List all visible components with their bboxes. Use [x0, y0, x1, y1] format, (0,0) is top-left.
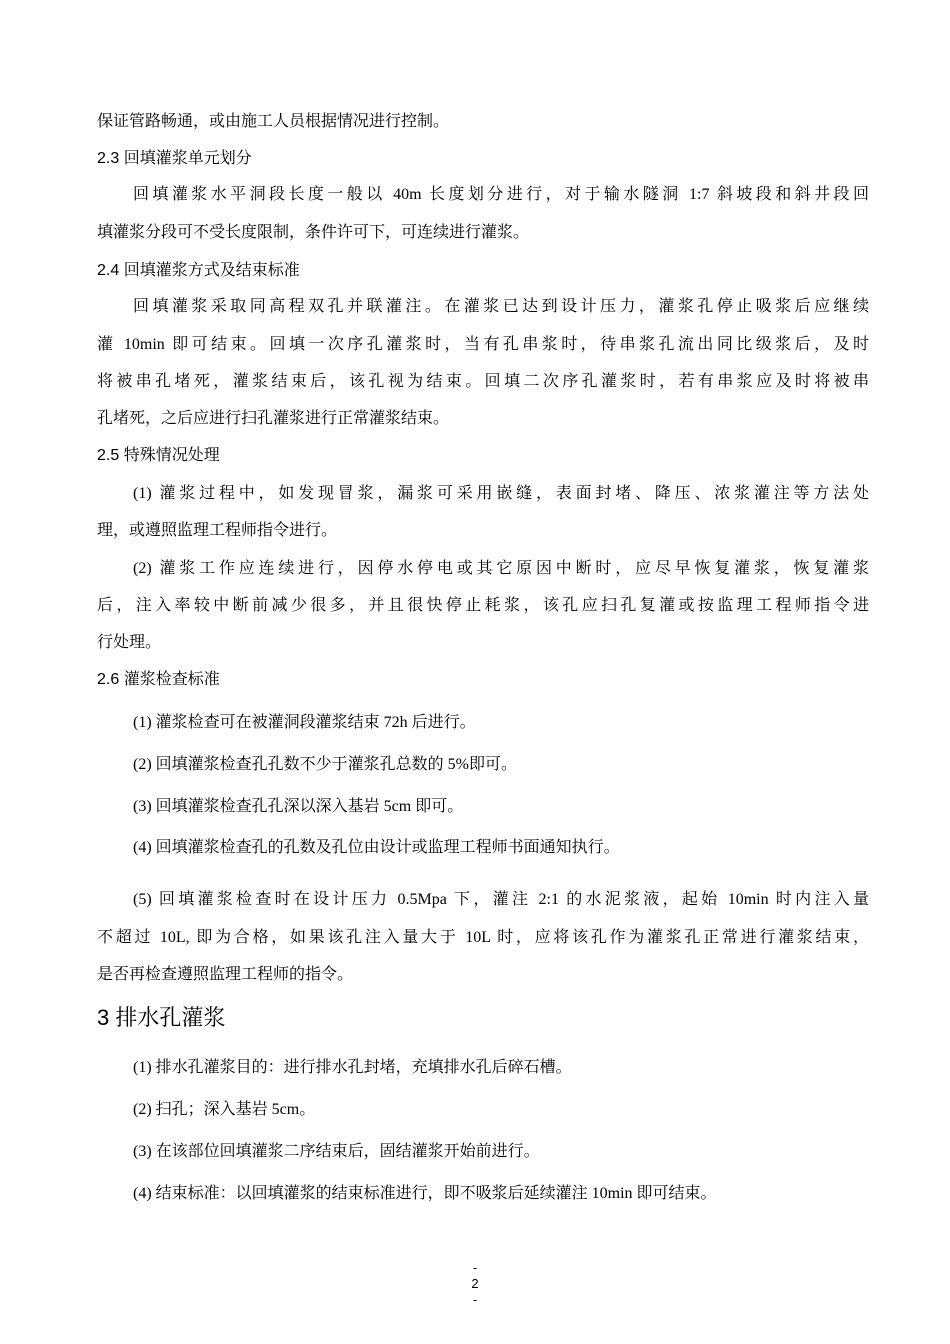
chapter-heading-3: 3 排水孔灌浆 — [97, 1005, 226, 1030]
list-item-line: (2) 灌浆工作应连续进行，因停水停电或其它原因中断时，应尽早恢复灌浆，恢复灌浆 — [133, 560, 869, 577]
list-item-line: 不超过 10L, 即为合格，如果该孔注入量大于 10L 时，应将该孔作为灌浆孔正常进行灌浆结束， — [97, 929, 869, 946]
list-item: (4) 回填灌浆检查孔的孔数及孔位由设计或监理工程师书面通知执行。 — [133, 839, 620, 856]
paragraph-line: 填灌浆分段可不受长度限制，条件许可下，可连续进行灌浆。 — [97, 224, 530, 241]
section-heading-2-3: 2.3 回填灌浆单元划分 — [97, 150, 252, 167]
list-item-line: 是否再检查遵照监理工程师的指令。 — [97, 966, 354, 983]
paragraph-line: 灌 10min 即可结束。回填一次序孔灌浆时，当有孔串浆时，待串浆孔流出同比级浆后，及时 — [97, 336, 869, 353]
list-item: (3) 回填灌浆检查孔孔深以深入基岩 5cm 即可。 — [133, 798, 464, 815]
list-item-line: (1) 灌浆过程中，如发现冒浆，漏浆可采用嵌缝，表面封堵、降压、浓浆灌注等方法处 — [133, 485, 869, 502]
page-footer-dash-top: - — [472, 1260, 478, 1275]
list-item: (1) 灌浆检查可在被灌洞段灌浆结束 72h 后进行。 — [133, 714, 476, 731]
list-item-line: 理，或遵照监理工程师指令进行。 — [97, 522, 338, 539]
list-item-line: (5) 回填灌浆检查时在设计压力 0.5Mpa 下，灌注 2:1 的水泥浆液，起始 10min 时内注入量 — [133, 891, 869, 908]
page-number: 2 — [471, 1276, 479, 1291]
section-heading-2-4: 2.4 回填灌浆方式及结束标准 — [97, 262, 300, 279]
page-footer-dash-bottom: - — [472, 1292, 478, 1307]
paragraph-line: 回填灌浆采取同高程双孔并联灌注。在灌浆已达到设计压力，灌浆孔停止吸浆后应继续 — [133, 298, 869, 315]
list-item-line: 后，注入率较中断前减少很多，并且很快停止耗浆，该孔应扫孔复灌或按监理工程师指令进 — [97, 597, 869, 614]
list-item: (2) 回填灌浆检查孔孔数不少于灌浆孔总数的 5%即可。 — [133, 756, 517, 773]
list-item: (3) 在该部位回填灌浆二序结束后，固结灌浆开始前进行。 — [133, 1143, 540, 1160]
list-item: (2) 扫孔；深入基岩 5cm。 — [133, 1101, 316, 1118]
paragraph-line: 保证管路畅通，或由施工人员根据情况进行控制。 — [97, 113, 450, 130]
list-item: (1) 排水孔灌浆目的：进行排水孔封堵，充填排水孔后碎石槽。 — [133, 1059, 572, 1076]
section-heading-2-5: 2.5 特殊情况处理 — [97, 447, 220, 464]
paragraph-line: 回填灌浆水平洞段长度一般以 40m 长度划分进行，对于输水隧洞 1:7 斜坡段和斜井段回 — [133, 186, 869, 203]
list-item: (4) 结束标准：以回填灌浆的结束标准进行，即不吸浆后延续灌注 10min 即可结束。 — [133, 1185, 717, 1202]
paragraph-line: 将被串孔堵死，灌浆结束后，该孔视为结束。回填二次序孔灌浆时，若有串浆应及时将被串 — [97, 373, 869, 390]
paragraph-line: 孔堵死，之后应进行扫孔灌浆进行正常灌浆结束。 — [97, 410, 450, 427]
list-item-line: 行处理。 — [97, 634, 162, 651]
section-heading-2-6: 2.6 灌浆检查标准 — [97, 671, 220, 688]
